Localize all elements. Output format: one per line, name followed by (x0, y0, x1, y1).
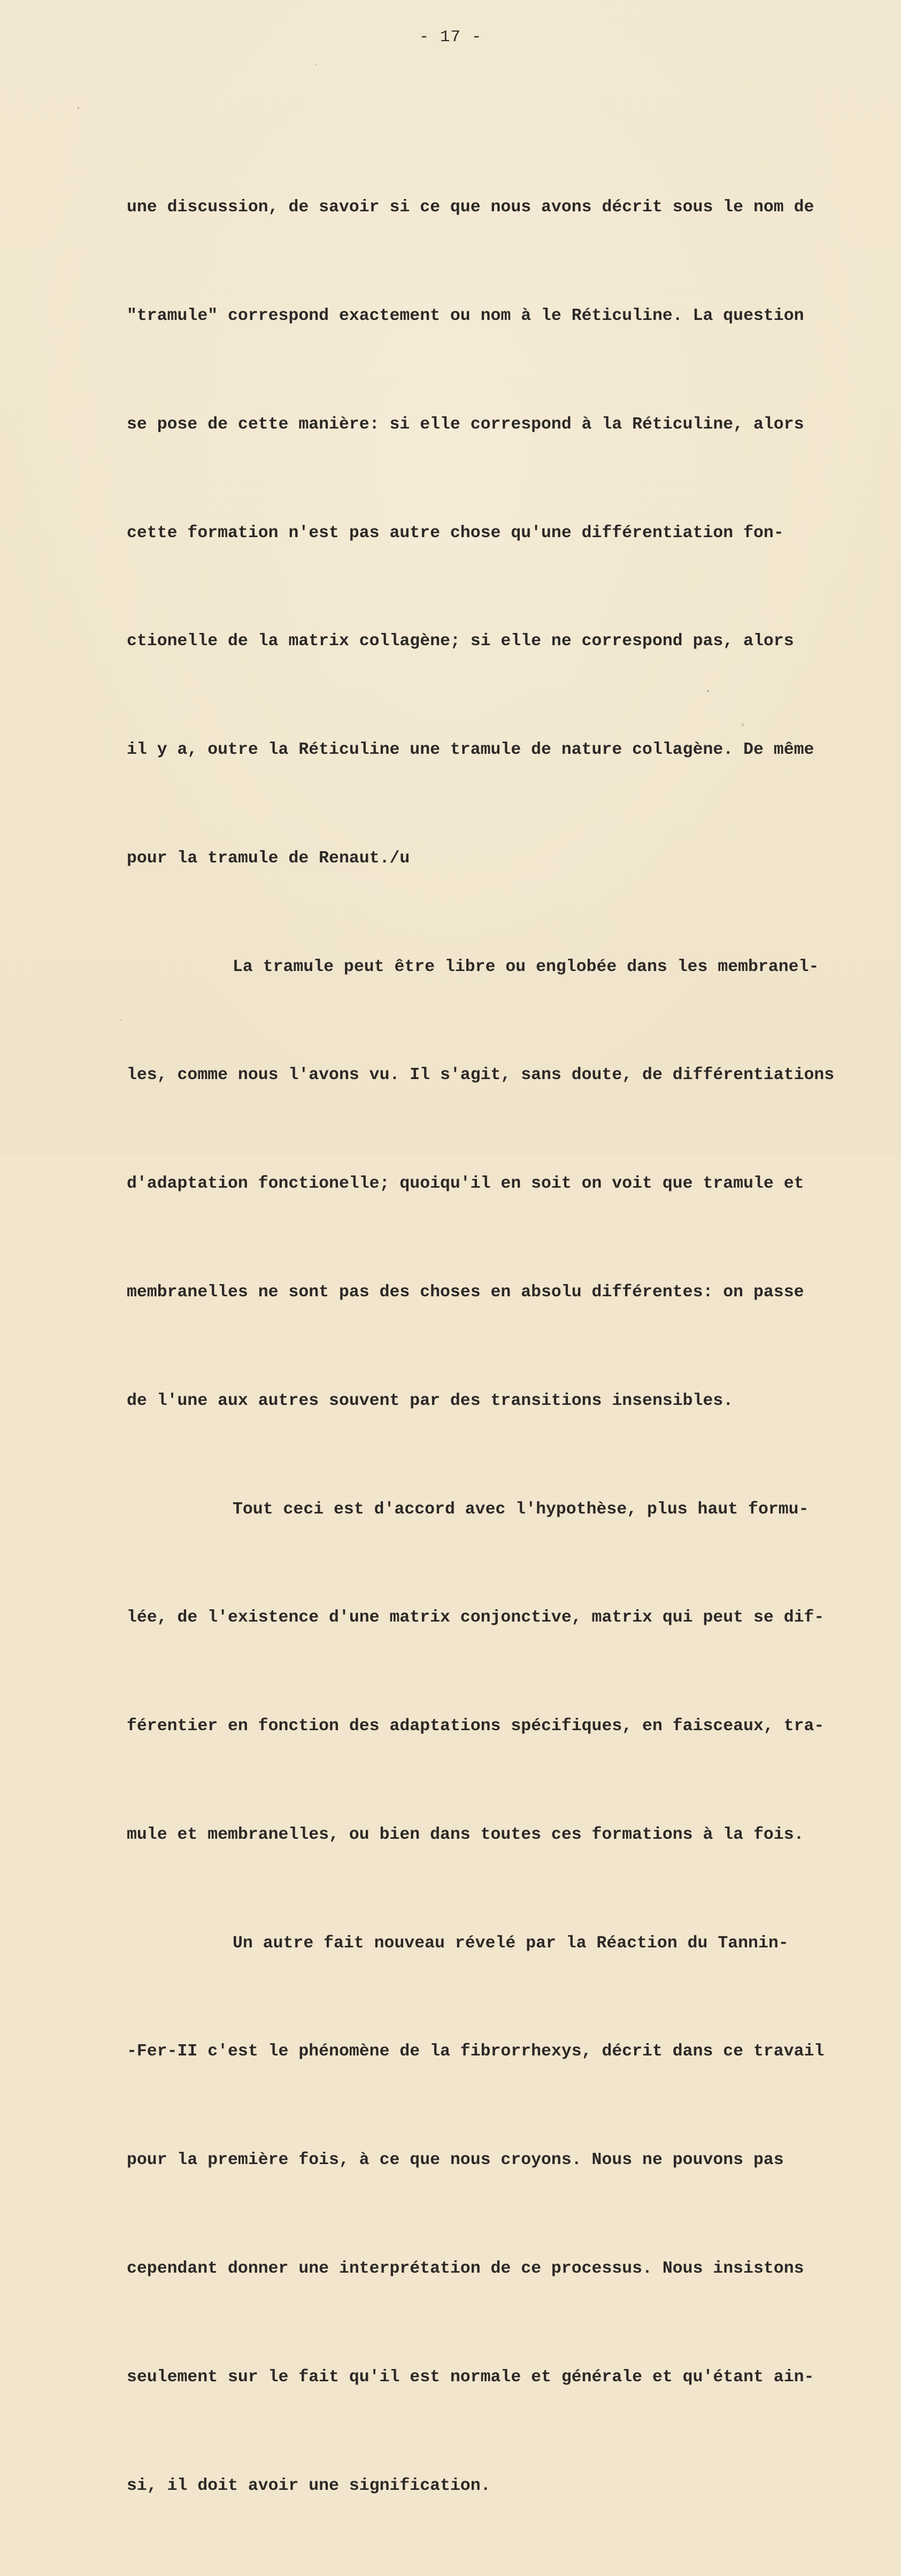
typed-text-body (127, 117, 886, 2576)
text-line: pour la première fois, à ce que nous croyons. Nous ne pouvons pas (127, 2151, 784, 2170)
text-line: il y a, outre la Réticuline une tramule de nature collagène. De même (127, 740, 814, 760)
text-line: une discussion, de savoir si ce que nous avons décrit sous le nom de (127, 198, 814, 217)
text-line: ctionelle de la matrix collagène; si elle ne correspond pas, alors (127, 632, 794, 651)
text-line: pour la tramule de Renaut./u (127, 849, 410, 868)
paragraph-start-line: Tout ceci est d'accord avec l'hypothèse, plus haut formu- (233, 1500, 809, 1519)
page-number: - 17 - (419, 28, 482, 47)
paper-speck (742, 723, 743, 726)
text-line: membranelles ne sont pas des choses en absolu différentes: on passe (127, 1283, 804, 1302)
text-line: "tramule" correspond exactement ou nom à le Réticuline. La question (127, 306, 804, 325)
text-line: si, il doit avoir une signification. (127, 2476, 491, 2495)
text-line: seulement sur le fait qu'il est normale et générale et qu'étant ain- (127, 2367, 814, 2387)
paper-speck (707, 690, 709, 692)
text-line: mule et membranelles, ou bien dans toutes ces formations à la fois. (127, 1825, 804, 1844)
paper-speck (315, 64, 317, 65)
paper-speck (78, 107, 79, 109)
text-line: cette formation n'est pas autre chose qu'une différentiation fon- (127, 523, 784, 542)
text-line: férentier en fonction des adaptations spécifiques, en faisceaux, tra- (127, 1717, 825, 1736)
text-line: se pose de cette manière: si elle correspond à la Réticuline, alors (127, 415, 804, 434)
text-line: d'adaptation fonctionelle; quoiqu'il en soit on voit que tramule et (127, 1174, 804, 1194)
paragraph-start-line: Un autre fait nouveau révelé par la Réaction du Tannin- (233, 1933, 789, 1953)
text-line: -Fer-II c'est le phénomène de la fibrorrhexys, décrit dans ce travail (127, 2042, 825, 2061)
text-line: cependant donner une interprétation de ce processus. Nous insistons (127, 2259, 804, 2279)
paragraph-start-line: La tramule peut être libre ou englobée dans les membranel- (233, 957, 819, 976)
text-line: lée, de l'existence d'une matrix conjonctive, matrix qui peut se dif- (127, 1608, 825, 1627)
text-line: de l'une aux autres souvent par des transitions insensibles. (127, 1391, 734, 1410)
paper-speck (120, 1019, 121, 1020)
text-line: les, comme nous l'avons vu. Il s'agit, sans doute, de différentiations (127, 1066, 835, 1085)
